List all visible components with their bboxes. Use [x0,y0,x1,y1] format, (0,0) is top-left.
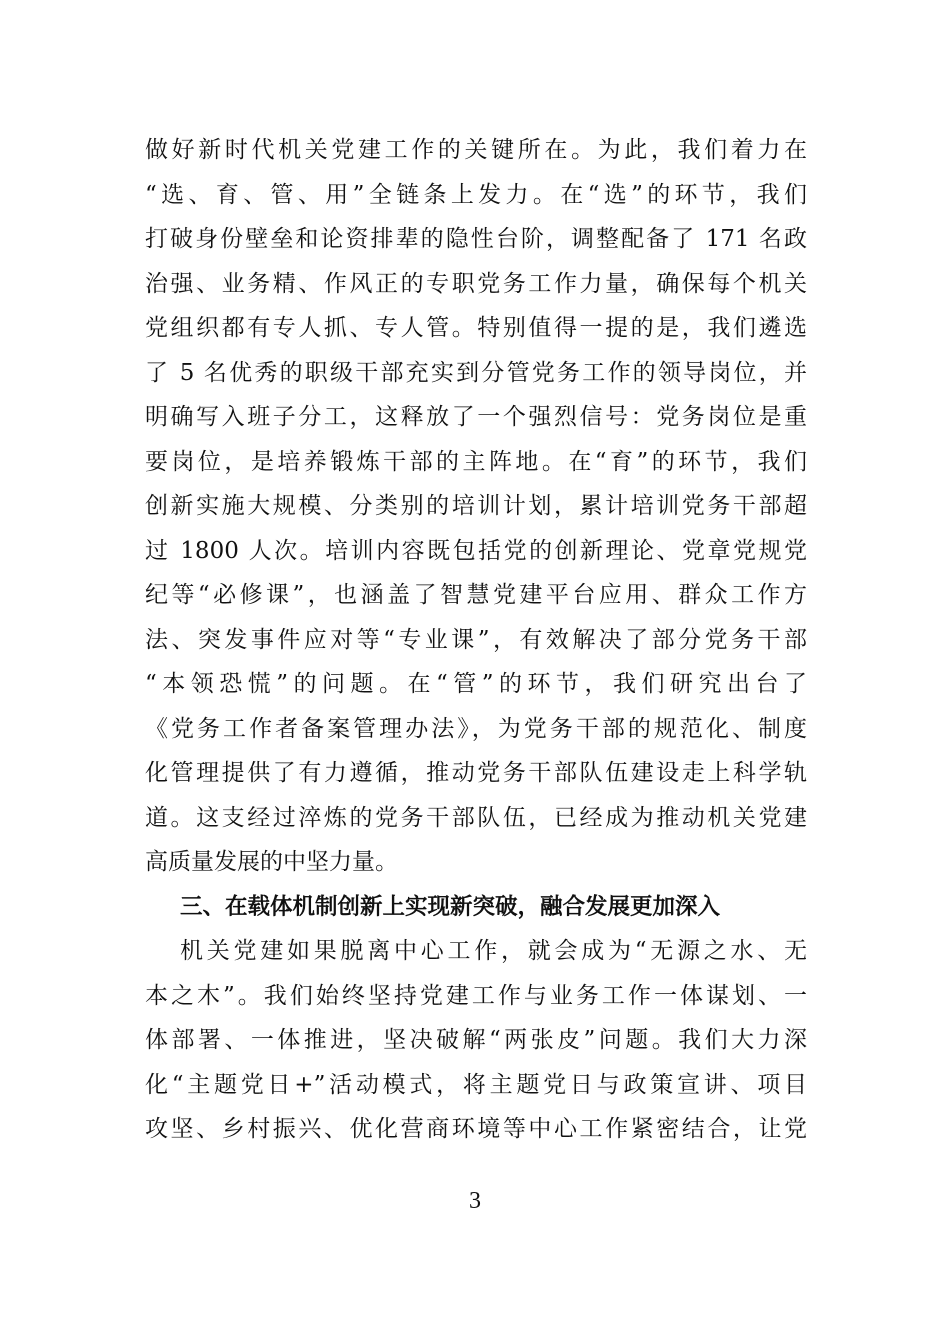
paragraph [145,128,807,885]
text-line: 高质量发展的中坚力量。 [145,849,398,875]
document-body [145,128,807,1152]
text-line: “选、育、管、用”全链条上发力。在“选”的环节，我们 [145,181,807,208]
text-line: 打破身份壁垒和论资排辈的隐性台阶，调整配备了 171 名政 [145,226,807,252]
text-line: 化“主题党日+”活动模式，将主题党日与政策宣讲、项目 [145,1071,807,1098]
section-heading: 三、在载体机制创新上实现新突破，融合发展更加深入 [180,893,721,920]
text-line: 纪等“必修课”，也涵盖了智慧党建平台应用、群众工作方 [145,582,807,608]
paragraph [145,929,807,1152]
text-line: 道。这支经过淬炼的党务干部队伍，已经成为推动机关党建 [145,804,807,831]
text-line: 机关党建如果脱离中心工作，就会成为“无源之水、无 [180,938,807,964]
text-line: 体部署、一体推进，坚决破解“两张皮”问题。我们大力深 [145,1027,807,1053]
text-line: 攻坚、乡村振兴、优化营商环境等中心工作紧密结合，让党 [145,1116,807,1142]
text-line: 党组织都有专人抓、专人管。特别值得一提的是，我们遴选 [145,315,807,341]
text-line: 明确写入班子分工，这释放了一个强烈信号：党务岗位是重 [145,404,807,430]
text-line: “本领恐慌”的问题。在“管”的环节，我们研究出台了 [145,671,807,697]
text-line: 过 1800 人次。培训内容既包括党的创新理论、党章党规党 [145,537,807,564]
text-line: 了 5 名优秀的职级干部充实到分管党务工作的领导岗位，并 [145,359,807,386]
text-line: 《党务工作者备案管理办法》，为党务干部的规范化、制度 [145,715,807,742]
text-line: 化管理提供了有力遵循，推动党务干部队伍建设走上科学轨 [145,760,807,786]
text-line: 本之木”。我们始终坚持党建工作与业务工作一体谋划、一 [145,982,807,1009]
text-line: 要岗位，是培养锻炼干部的主阵地。在“育”的环节，我们 [145,448,807,475]
text-line: 做好新时代机关党建工作的关键所在。为此，我们着力在 [145,137,807,163]
text-line: 法、突发事件应对等“专业课”，有效解决了部分党务干部 [145,626,807,653]
text-line: 治强、业务精、作风正的专职党务工作力量，确保每个机关 [145,270,807,297]
page-number: 3 [469,1188,481,1214]
text-line: 创新实施大规模、分类别的培训计划，累计培训党务干部超 [145,493,807,519]
